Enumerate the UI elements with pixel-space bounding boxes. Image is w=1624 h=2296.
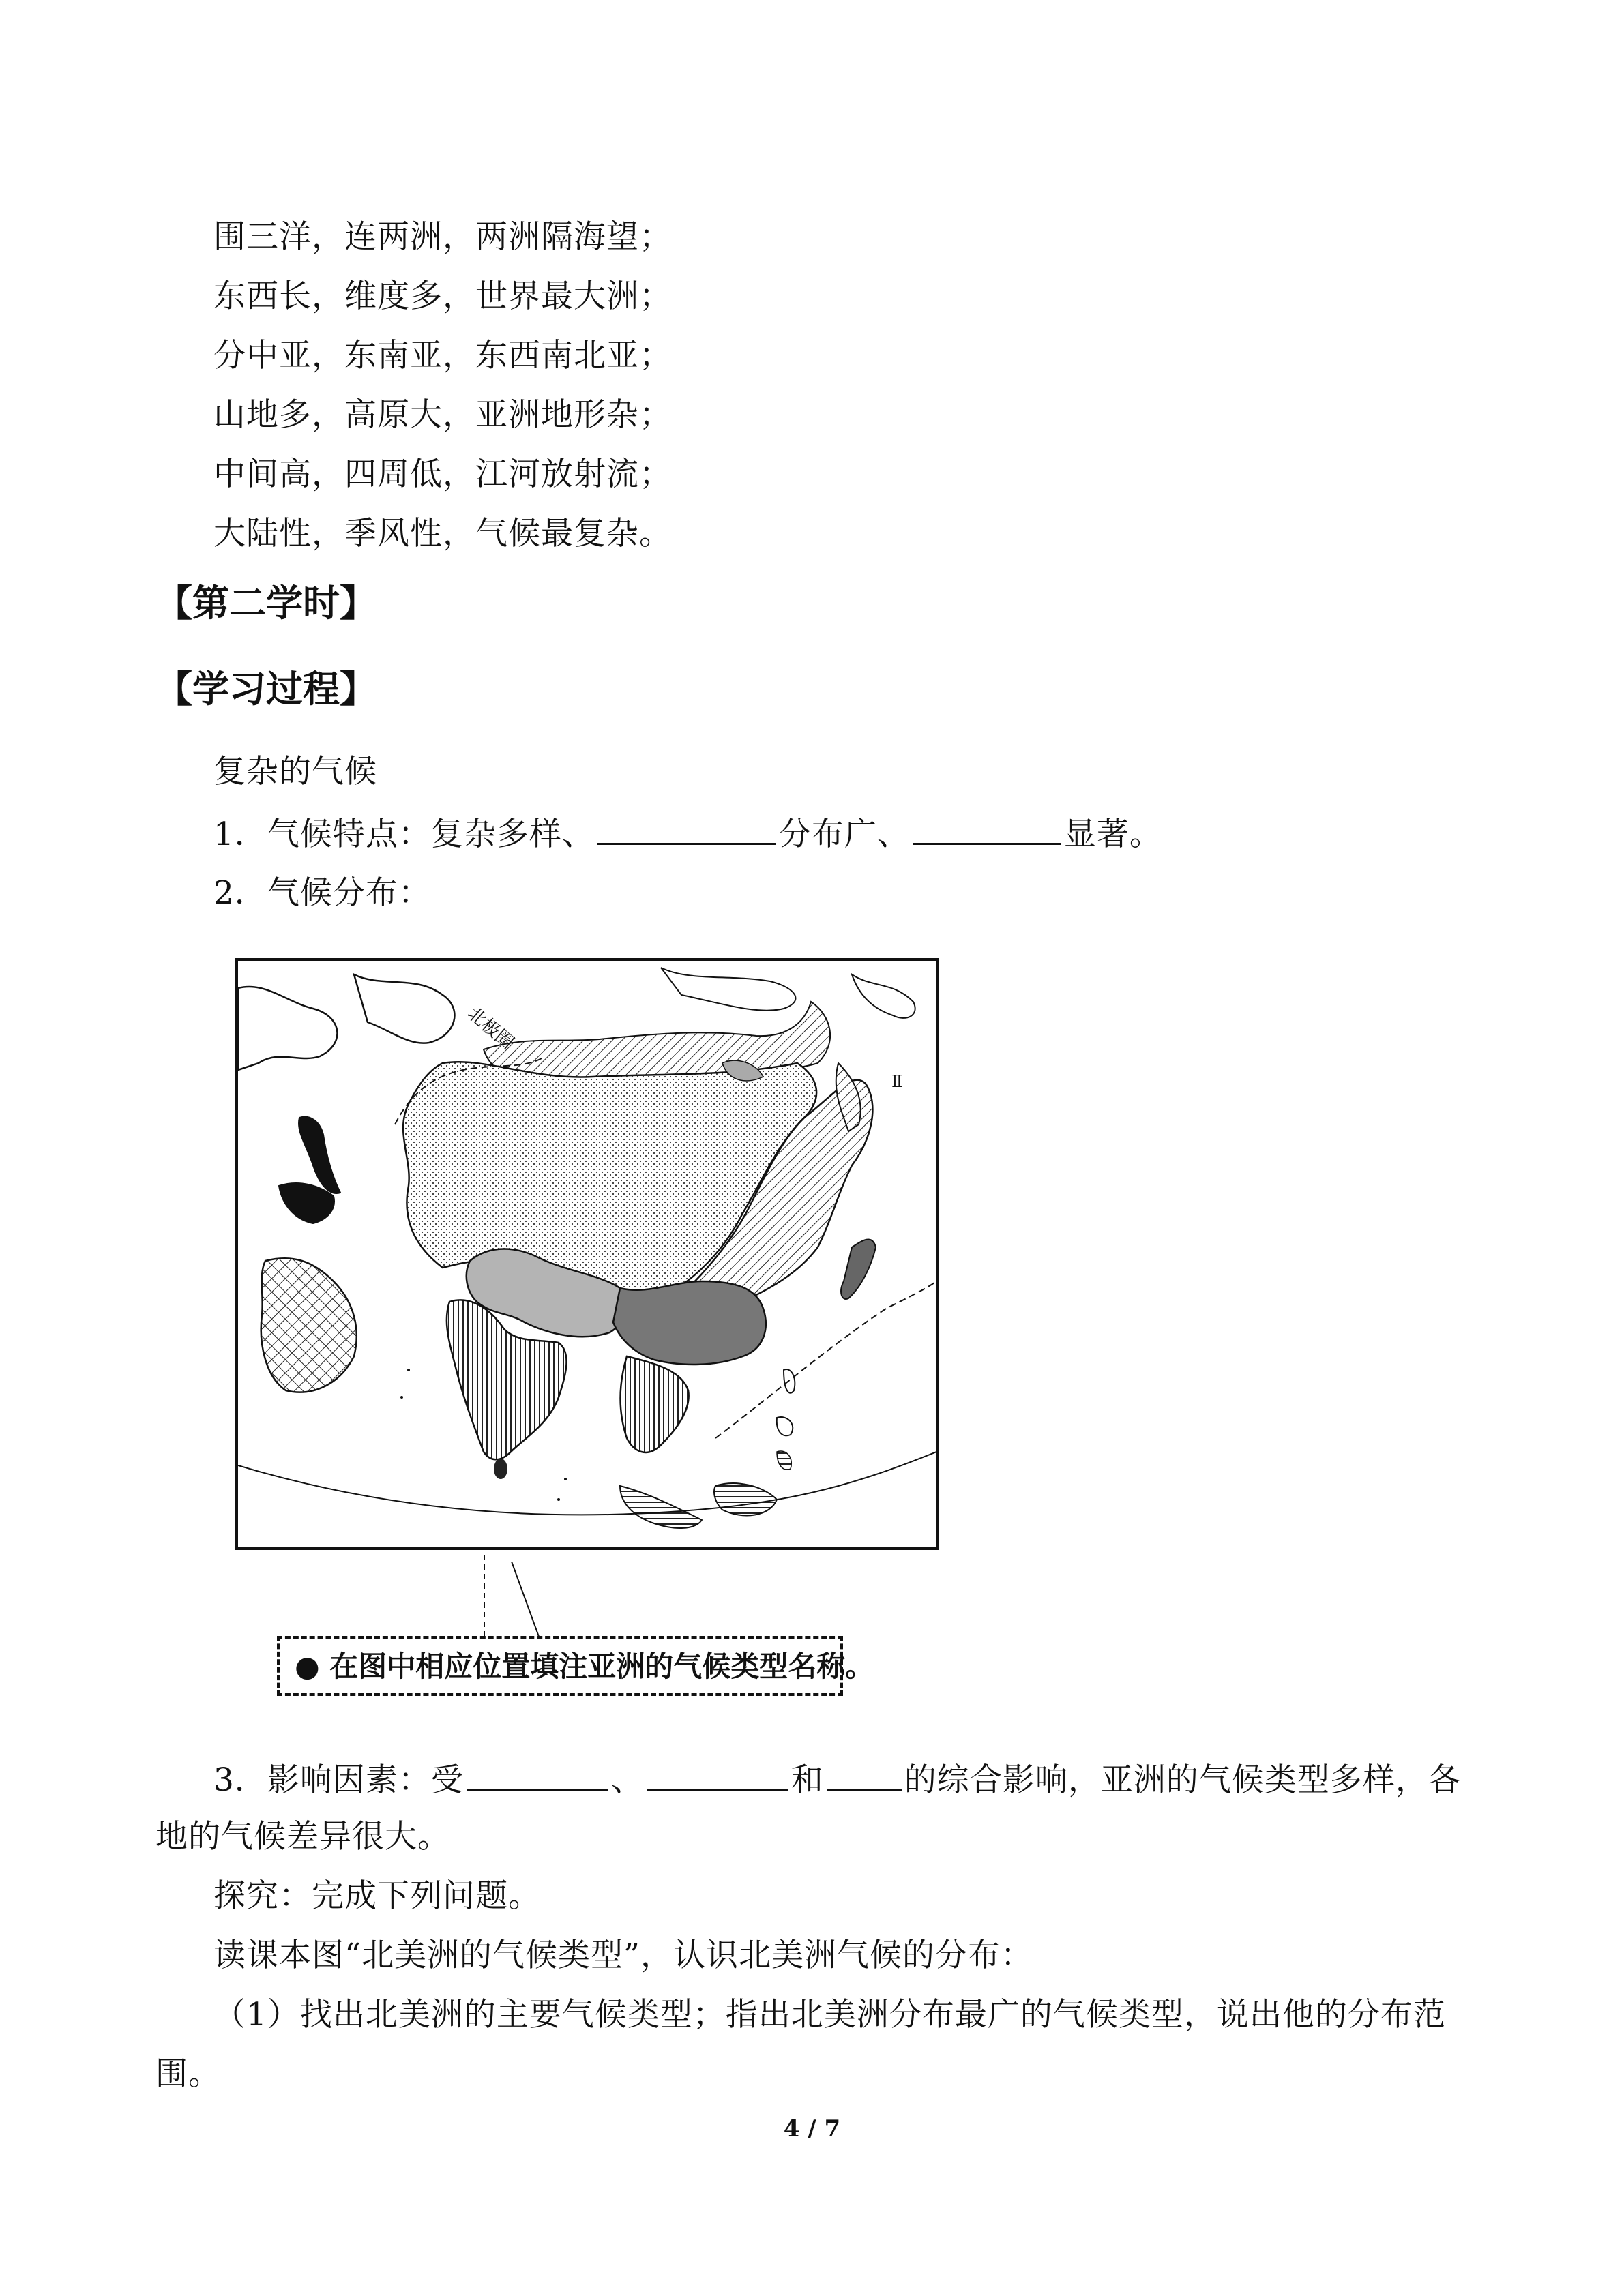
read-text: 读课本图“北美洲的气候类型”，认识北美洲气候的分布： <box>213 1937 1034 1974</box>
q1-blank-2[interactable] <box>913 811 1061 845</box>
arctic-island-3 <box>852 974 915 1018</box>
q1-mid: 分布广、 <box>778 816 910 853</box>
q3-blank-1[interactable] <box>467 1757 608 1791</box>
japan-region <box>841 1239 876 1299</box>
sub-question-1-line-2: 围。 <box>156 2055 221 2093</box>
tropical-monsoon-indochina <box>621 1356 689 1452</box>
rhyme-line-3: 分中亚，东南亚，东西南北亚； <box>213 337 672 374</box>
rhyme-line-6: 大陆性，季风性，气候最复杂。 <box>213 515 672 552</box>
roman-numeral-label: Ⅱ <box>891 1072 903 1091</box>
rhyme-line-5: 中间高，四周低，江河放射流； <box>213 456 672 493</box>
rhyme-line-4: 山地多，高原大，亚洲地形杂； <box>213 396 672 434</box>
question-1 <box>213 811 1162 855</box>
q3-blank-2[interactable] <box>647 1757 788 1791</box>
arctic-island <box>354 974 454 1043</box>
section-title: 复杂的气候 <box>213 753 377 790</box>
equatorial-sumatra <box>620 1486 702 1528</box>
arctic-coast-west <box>238 987 337 1070</box>
explore-text: 探究：完成下列问题。 <box>213 1877 541 1915</box>
rhyme-line-2: 东西长，维度多，世界最大洲； <box>213 278 672 315</box>
caption-pointer <box>471 1548 552 1640</box>
asia-climate-map-svg <box>238 961 936 1547</box>
q3-sep2: 和 <box>791 1761 824 1799</box>
map-caption-box <box>277 1636 874 1696</box>
q3-line-2: 地的气候差异很大。 <box>156 1818 450 1855</box>
tropical-desert-region <box>261 1258 357 1392</box>
equator-arc <box>238 1452 936 1515</box>
question-2: 2．气候分布： <box>213 874 431 912</box>
heading-learning-process: 【学习过程】 <box>156 668 377 711</box>
q3-sep1: 、 <box>610 1761 644 1799</box>
q3-suffix: 的综合影响，亚洲的气候类型多样，各 <box>904 1761 1461 1799</box>
arctic-circle-label: 北极圈 <box>463 1003 518 1054</box>
q3-blank-3[interactable] <box>827 1757 902 1791</box>
q3-prefix: 3．影响因素：受 <box>213 1761 464 1799</box>
q1-prefix: 1．气候特点：复杂多样、 <box>213 816 595 853</box>
heading-second-period: 【第二学时】 <box>156 582 377 625</box>
mediterranean-region <box>299 1117 340 1193</box>
equatorial-borneo <box>714 1483 777 1515</box>
arctic-island-2 <box>661 968 795 1011</box>
rhyme-line-1: 围三洋，连两洲，两洲隔海望； <box>213 218 672 256</box>
island-outline <box>777 1417 793 1435</box>
page-number: 4 / 7 <box>783 2115 841 2143</box>
subtropical-monsoon-region <box>613 1281 766 1365</box>
q1-blank-1[interactable] <box>597 811 776 845</box>
equatorial-island <box>777 1451 791 1470</box>
sub-question-1: （1）找出北美洲的主要气候类型；指出北美洲分布最广的气候类型，说出他的分布范 <box>213 1996 1446 2033</box>
q1-suffix: 显著。 <box>1063 816 1162 853</box>
sri-lanka <box>494 1459 507 1479</box>
question-3 <box>213 1757 1461 1801</box>
map-caption: ● 在图中相应位置填注亚洲的气候类型名称。 <box>295 1650 874 1683</box>
asia-climate-map <box>235 958 939 1550</box>
